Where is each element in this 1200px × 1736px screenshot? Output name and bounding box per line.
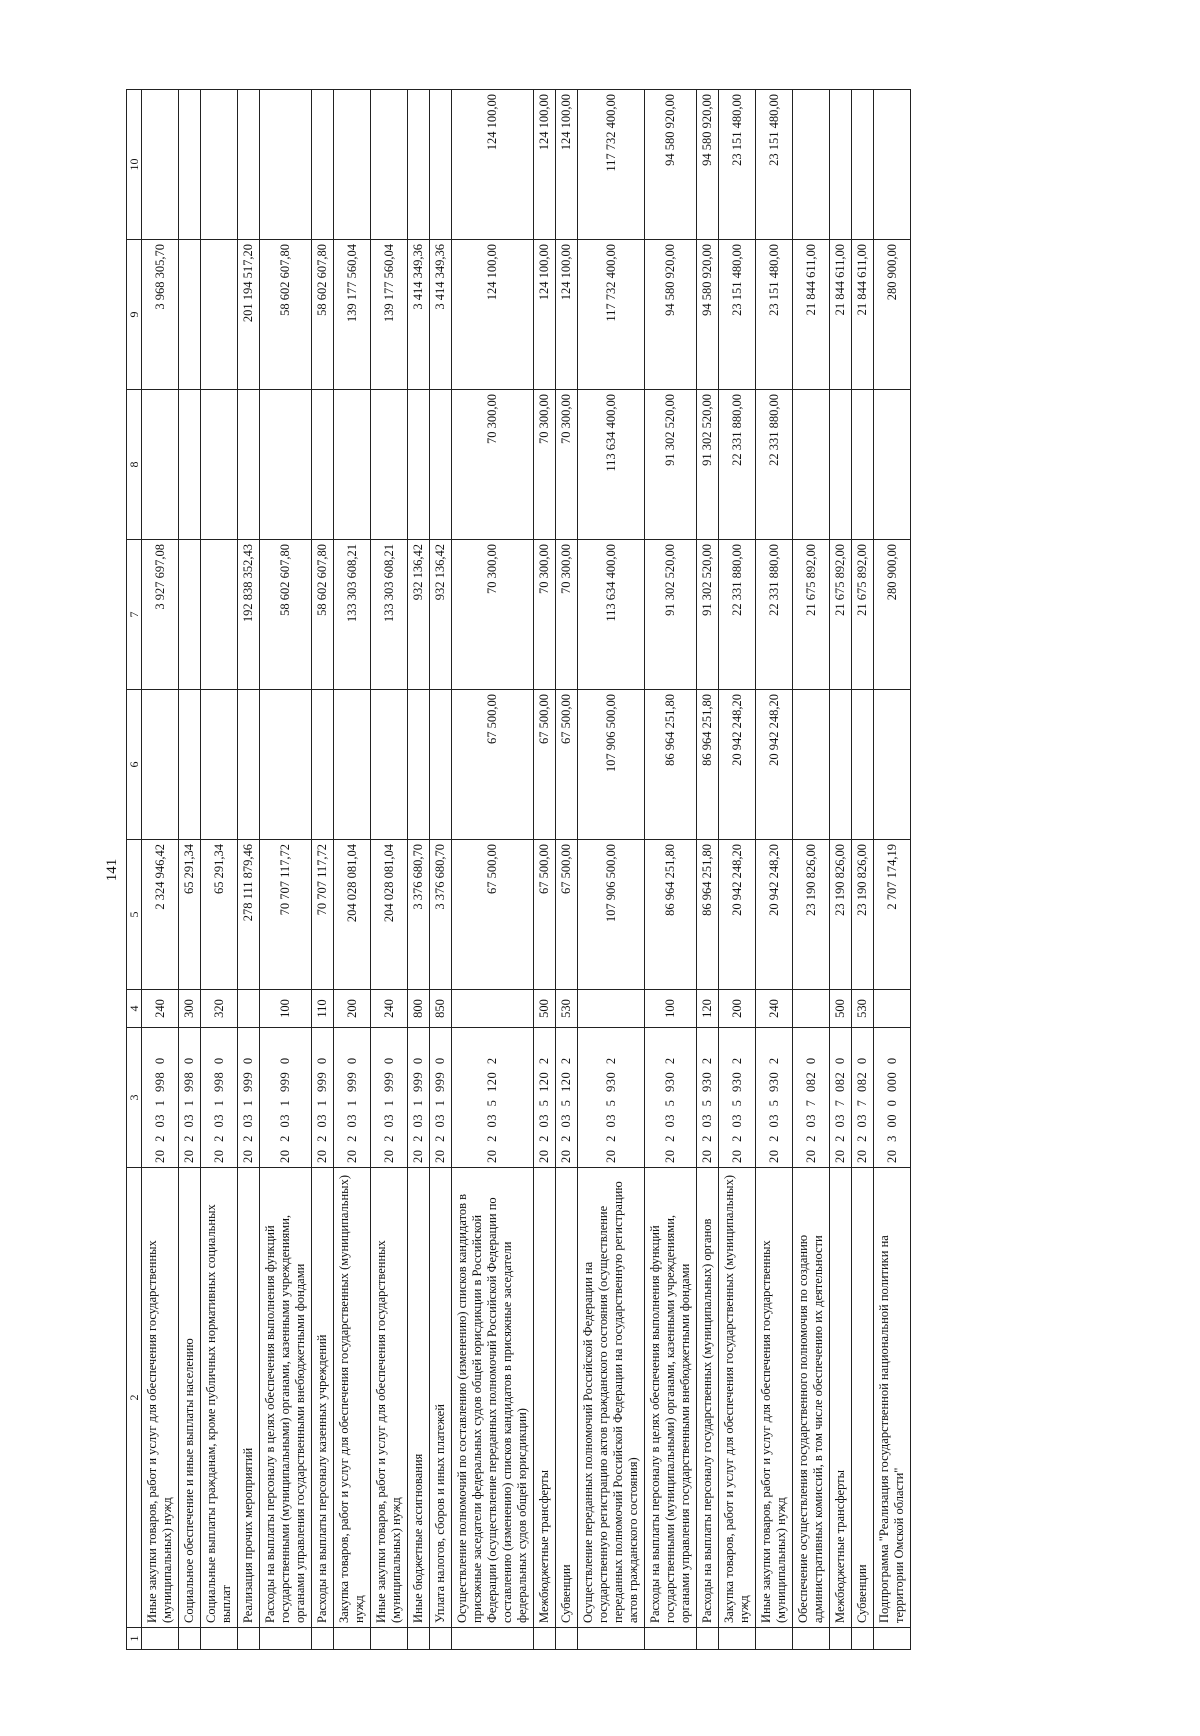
row-number <box>719 1628 756 1650</box>
row-code: 20 2 03 5 930 2 <box>756 1028 793 1168</box>
row-value-6 <box>238 690 260 840</box>
row-code: 20 2 03 5 930 2 <box>578 1028 645 1168</box>
table-row <box>312 90 334 1650</box>
row-value-5: 67 500,00 <box>534 840 556 990</box>
row-value-6 <box>201 690 238 840</box>
row-vr: 300 <box>179 990 201 1028</box>
row-value-7: 133 303 608,21 <box>371 540 408 690</box>
row-code: 20 2 03 5 120 2 <box>452 1028 534 1168</box>
row-value-5: 3 376 680,70 <box>408 840 430 990</box>
row-vr <box>578 990 645 1028</box>
row-value-8: 91 302 520,00 <box>697 390 719 540</box>
row-value-6: 86 964 251,80 <box>645 690 697 840</box>
row-code: 20 2 03 7 082 0 <box>852 1028 874 1168</box>
row-value-7: 70 300,00 <box>452 540 534 690</box>
row-value-5: 2 324 946,42 <box>142 840 179 990</box>
row-value-9: 58 602 607,80 <box>312 240 334 390</box>
column-header: 2 <box>127 1168 142 1628</box>
header-row <box>127 90 142 1650</box>
row-value-7: 70 300,00 <box>534 540 556 690</box>
row-value-7: 21 675 892,00 <box>852 540 874 690</box>
row-value-8: 70 300,00 <box>556 390 578 540</box>
row-number <box>852 1628 874 1650</box>
row-number <box>142 1628 179 1650</box>
row-value-5: 65 291,34 <box>179 840 201 990</box>
row-value-8 <box>874 390 911 540</box>
row-number <box>408 1628 430 1650</box>
row-code: 20 2 03 1 999 0 <box>238 1028 260 1168</box>
row-value-9: 21 844 611,00 <box>830 240 852 390</box>
row-value-7: 932 136,42 <box>408 540 430 690</box>
row-value-9: 139 177 560,04 <box>371 240 408 390</box>
row-value-7: 21 675 892,00 <box>793 540 830 690</box>
table-row <box>578 90 645 1650</box>
row-name: Осуществление переданных полномочий Российской Федерации на государственную регистрацию актов гражданского состояния (осуществление переданных полномочий Российской Федерации на государственную регистрацию актов гражданского состояния) <box>578 1168 645 1628</box>
row-value-10: 94 580 920,00 <box>645 90 697 240</box>
row-value-7 <box>201 540 238 690</box>
row-value-10 <box>830 90 852 240</box>
row-value-9: 3 968 305,70 <box>142 240 179 390</box>
row-value-8 <box>334 390 371 540</box>
row-value-6 <box>334 690 371 840</box>
row-number <box>556 1628 578 1650</box>
row-value-8 <box>179 390 201 540</box>
row-value-8 <box>830 390 852 540</box>
row-value-6: 20 942 248,20 <box>756 690 793 840</box>
row-code: 20 2 03 1 999 0 <box>430 1028 452 1168</box>
table-row <box>793 90 830 1650</box>
row-value-7: 113 634 400,00 <box>578 540 645 690</box>
row-value-10 <box>852 90 874 240</box>
row-number <box>578 1628 645 1650</box>
row-value-6 <box>312 690 334 840</box>
table-body <box>142 90 911 1650</box>
row-vr <box>874 990 911 1028</box>
row-value-5: 107 906 500,00 <box>578 840 645 990</box>
row-value-6: 20 942 248,20 <box>719 690 756 840</box>
row-name: Расходы на выплаты персоналу государственных (муниципальных) органов <box>697 1168 719 1628</box>
row-value-9: 124 100,00 <box>534 240 556 390</box>
row-name: Субвенции <box>556 1168 578 1628</box>
row-value-9 <box>201 240 238 390</box>
row-vr: 530 <box>852 990 874 1028</box>
row-value-8: 113 634 400,00 <box>578 390 645 540</box>
table-row <box>430 90 452 1650</box>
column-header: 9 <box>127 240 142 390</box>
row-name: Закупка товаров, работ и услуг для обеспечения государственных (муниципальных) нужд <box>334 1168 371 1628</box>
row-name: Реализация прочих мероприятий <box>238 1168 260 1628</box>
row-name: Иные закупки товаров, работ и услуг для обеспечения государственных (муниципальных) нужд <box>142 1168 179 1628</box>
table-row <box>260 90 312 1650</box>
row-name: Социальное обеспечение и иные выплаты населению <box>179 1168 201 1628</box>
row-name: Расходы на выплаты персоналу казенных учреждений <box>312 1168 334 1628</box>
row-code: 20 2 03 1 998 0 <box>179 1028 201 1168</box>
row-value-8 <box>371 390 408 540</box>
column-header: 7 <box>127 540 142 690</box>
row-number <box>260 1628 312 1650</box>
row-name: Социальные выплаты гражданам, кроме публичных нормативных социальных выплат <box>201 1168 238 1628</box>
row-value-8: 70 300,00 <box>452 390 534 540</box>
row-code: 20 2 03 5 120 2 <box>556 1028 578 1168</box>
row-value-10 <box>334 90 371 240</box>
table-row <box>756 90 793 1650</box>
row-value-5: 3 376 680,70 <box>430 840 452 990</box>
row-value-9: 94 580 920,00 <box>645 240 697 390</box>
row-number <box>756 1628 793 1650</box>
row-vr: 500 <box>830 990 852 1028</box>
row-vr: 800 <box>408 990 430 1028</box>
row-value-10: 124 100,00 <box>556 90 578 240</box>
row-code: 20 3 00 0 000 0 <box>874 1028 911 1168</box>
row-vr: 500 <box>534 990 556 1028</box>
row-value-10 <box>142 90 179 240</box>
row-value-9: 117 732 400,00 <box>578 240 645 390</box>
row-value-10 <box>408 90 430 240</box>
table-row <box>697 90 719 1650</box>
row-value-9: 201 194 517,20 <box>238 240 260 390</box>
column-header: 8 <box>127 390 142 540</box>
row-value-6 <box>830 690 852 840</box>
row-code: 20 2 03 1 999 0 <box>408 1028 430 1168</box>
row-value-10 <box>430 90 452 240</box>
row-value-9: 280 900,00 <box>874 240 911 390</box>
row-vr: 850 <box>430 990 452 1028</box>
row-value-6: 107 906 500,00 <box>578 690 645 840</box>
row-vr: 200 <box>719 990 756 1028</box>
row-value-5: 67 500,00 <box>556 840 578 990</box>
row-value-8 <box>238 390 260 540</box>
row-value-5: 86 964 251,80 <box>697 840 719 990</box>
row-code: 20 2 03 1 999 0 <box>334 1028 371 1168</box>
row-number <box>238 1628 260 1650</box>
row-value-6: 67 500,00 <box>556 690 578 840</box>
table-row <box>645 90 697 1650</box>
row-name: Иные закупки товаров, работ и услуг для обеспечения государственных (муниципальных) нужд <box>371 1168 408 1628</box>
column-header: 4 <box>127 990 142 1028</box>
row-vr: 100 <box>260 990 312 1028</box>
row-name: Расходы на выплаты персоналу в целях обеспечения выполнения функций государственными (муниципальными) органами, казенными учреждениями, органами управления государственными внебюджетными фондами <box>645 1168 697 1628</box>
row-value-9: 3 414 349,36 <box>430 240 452 390</box>
row-value-10 <box>238 90 260 240</box>
table-row <box>852 90 874 1650</box>
row-name: Межбюджетные трансферты <box>534 1168 556 1628</box>
row-name: Расходы на выплаты персоналу в целях обеспечения выполнения функций государственными (муниципальными) органами, казенными учреждениями, органами управления государственными внебюджетными фондами <box>260 1168 312 1628</box>
row-value-10: 124 100,00 <box>534 90 556 240</box>
row-value-10 <box>874 90 911 240</box>
column-header: 3 <box>127 1028 142 1168</box>
row-value-10 <box>201 90 238 240</box>
row-value-7 <box>179 540 201 690</box>
row-value-9: 23 151 480,00 <box>719 240 756 390</box>
row-vr: 240 <box>142 990 179 1028</box>
row-value-5: 20 942 248,20 <box>719 840 756 990</box>
page-number: 141 <box>104 858 120 882</box>
row-value-8: 91 302 520,00 <box>645 390 697 540</box>
row-vr: 110 <box>312 990 334 1028</box>
row-value-6 <box>260 690 312 840</box>
row-value-7: 58 602 607,80 <box>312 540 334 690</box>
row-value-6 <box>874 690 911 840</box>
row-value-7: 91 302 520,00 <box>645 540 697 690</box>
row-code: 20 2 03 5 120 2 <box>534 1028 556 1168</box>
row-value-7: 58 602 607,80 <box>260 540 312 690</box>
row-value-7: 932 136,42 <box>430 540 452 690</box>
row-value-9: 139 177 560,04 <box>334 240 371 390</box>
column-header: 5 <box>127 840 142 990</box>
row-value-9: 58 602 607,80 <box>260 240 312 390</box>
table-row <box>534 90 556 1650</box>
row-name: Закупка товаров, работ и услуг для обеспечения государственных (муниципальных) нужд <box>719 1168 756 1628</box>
row-value-8 <box>312 390 334 540</box>
row-value-6: 67 500,00 <box>534 690 556 840</box>
row-code: 20 2 03 5 930 2 <box>719 1028 756 1168</box>
row-code: 20 2 03 7 082 0 <box>793 1028 830 1168</box>
row-value-8 <box>408 390 430 540</box>
row-value-5: 70 707 117,72 <box>312 840 334 990</box>
row-number <box>830 1628 852 1650</box>
column-header: 6 <box>127 690 142 840</box>
row-code: 20 2 03 1 998 0 <box>201 1028 238 1168</box>
row-value-8: 70 300,00 <box>534 390 556 540</box>
rotated-page <box>100 90 1060 1650</box>
table-row <box>334 90 371 1650</box>
row-vr <box>452 990 534 1028</box>
row-value-5: 20 942 248,20 <box>756 840 793 990</box>
budget-table <box>126 89 911 1650</box>
row-vr: 240 <box>756 990 793 1028</box>
row-value-7: 91 302 520,00 <box>697 540 719 690</box>
row-number <box>697 1628 719 1650</box>
row-value-9: 21 844 611,00 <box>852 240 874 390</box>
row-value-7: 133 303 608,21 <box>334 540 371 690</box>
row-name: Осуществление полномочий по составлению (изменению) списков кандидатов в присяжные заседатели федеральных судов общей юрисдикции в Российской Федерации (осуществление переданных полномочий Российской Федерации по составлению (изменению) списков кандидатов в присяжные заседатели федеральных судов общей юрисдикции) <box>452 1168 534 1628</box>
row-number <box>371 1628 408 1650</box>
row-value-6 <box>793 690 830 840</box>
row-value-8 <box>142 390 179 540</box>
row-name: Межбюджетные трансферты <box>830 1168 852 1628</box>
row-value-5: 2 707 174,19 <box>874 840 911 990</box>
row-value-8 <box>852 390 874 540</box>
row-value-6 <box>179 690 201 840</box>
row-code: 20 2 03 1 999 0 <box>260 1028 312 1168</box>
row-value-7: 22 331 880,00 <box>719 540 756 690</box>
row-vr: 200 <box>334 990 371 1028</box>
row-vr: 240 <box>371 990 408 1028</box>
row-vr: 100 <box>645 990 697 1028</box>
row-value-9: 124 100,00 <box>556 240 578 390</box>
row-value-6 <box>852 690 874 840</box>
row-vr <box>238 990 260 1028</box>
table-row <box>238 90 260 1650</box>
row-name: Иные закупки товаров, работ и услуг для обеспечения государственных (муниципальных) нужд <box>756 1168 793 1628</box>
table-row <box>408 90 430 1650</box>
row-value-8 <box>430 390 452 540</box>
row-code: 20 2 03 5 930 2 <box>645 1028 697 1168</box>
row-value-10: 23 151 480,00 <box>719 90 756 240</box>
column-header: 10 <box>127 90 142 240</box>
row-value-5: 23 190 826,00 <box>793 840 830 990</box>
row-value-10 <box>260 90 312 240</box>
row-value-6 <box>142 690 179 840</box>
row-number <box>452 1628 534 1650</box>
row-value-7: 280 900,00 <box>874 540 911 690</box>
row-value-10: 23 151 480,00 <box>756 90 793 240</box>
row-value-8: 22 331 880,00 <box>756 390 793 540</box>
row-value-5: 65 291,34 <box>201 840 238 990</box>
row-number <box>334 1628 371 1650</box>
row-vr: 530 <box>556 990 578 1028</box>
row-value-8 <box>793 390 830 540</box>
row-vr: 120 <box>697 990 719 1028</box>
row-vr: 320 <box>201 990 238 1028</box>
row-code: 20 2 03 1 999 0 <box>312 1028 334 1168</box>
row-value-10 <box>371 90 408 240</box>
row-value-5: 23 190 826,00 <box>852 840 874 990</box>
row-value-7: 22 331 880,00 <box>756 540 793 690</box>
row-value-7: 21 675 892,00 <box>830 540 852 690</box>
row-name: Иные бюджетные ассигнования <box>408 1168 430 1628</box>
table-row <box>179 90 201 1650</box>
row-number <box>179 1628 201 1650</box>
row-name: Подпрограмма "Реализация государственной национальной политики на территории Омской области" <box>874 1168 911 1628</box>
row-value-6 <box>371 690 408 840</box>
row-number <box>793 1628 830 1650</box>
row-value-6 <box>430 690 452 840</box>
row-value-6: 67 500,00 <box>452 690 534 840</box>
row-code: 20 2 03 1 998 0 <box>142 1028 179 1168</box>
row-number <box>534 1628 556 1650</box>
table-row <box>719 90 756 1650</box>
row-value-5: 204 028 081,04 <box>334 840 371 990</box>
row-number <box>201 1628 238 1650</box>
table-row <box>830 90 852 1650</box>
row-value-10 <box>793 90 830 240</box>
row-code: 20 2 03 5 930 2 <box>697 1028 719 1168</box>
row-value-8 <box>201 390 238 540</box>
row-value-7: 3 927 697,08 <box>142 540 179 690</box>
row-value-7: 70 300,00 <box>556 540 578 690</box>
row-number <box>430 1628 452 1650</box>
table-row <box>371 90 408 1650</box>
row-name: Субвенции <box>852 1168 874 1628</box>
row-number <box>874 1628 911 1650</box>
row-value-6: 86 964 251,80 <box>697 690 719 840</box>
row-name: Обеспечение осуществления государственного полномочия по созданию административных комиссий, в том числе обеспечению их деятельности <box>793 1168 830 1628</box>
row-value-5: 278 111 879,46 <box>238 840 260 990</box>
row-value-6 <box>408 690 430 840</box>
row-code: 20 2 03 7 082 0 <box>830 1028 852 1168</box>
row-value-5: 204 028 081,04 <box>371 840 408 990</box>
table-row <box>452 90 534 1650</box>
column-header: 1 <box>127 1628 142 1650</box>
row-value-8: 22 331 880,00 <box>719 390 756 540</box>
table-row <box>556 90 578 1650</box>
row-number <box>645 1628 697 1650</box>
row-code: 20 2 03 1 999 0 <box>371 1028 408 1168</box>
row-value-9: 23 151 480,00 <box>756 240 793 390</box>
row-number <box>312 1628 334 1650</box>
row-vr <box>793 990 830 1028</box>
row-value-10: 94 580 920,00 <box>697 90 719 240</box>
row-value-10 <box>312 90 334 240</box>
row-name: Уплата налогов, сборов и иных платежей <box>430 1168 452 1628</box>
row-value-7: 192 838 352,43 <box>238 540 260 690</box>
row-value-9: 21 844 611,00 <box>793 240 830 390</box>
row-value-10 <box>179 90 201 240</box>
row-value-5: 86 964 251,80 <box>645 840 697 990</box>
table-row <box>201 90 238 1650</box>
row-value-5: 67 500,00 <box>452 840 534 990</box>
row-value-9 <box>179 240 201 390</box>
row-value-10: 124 100,00 <box>452 90 534 240</box>
row-value-5: 23 190 826,00 <box>830 840 852 990</box>
row-value-9: 94 580 920,00 <box>697 240 719 390</box>
table-row <box>142 90 179 1650</box>
row-value-9: 3 414 349,36 <box>408 240 430 390</box>
table-row <box>874 90 911 1650</box>
row-value-10: 117 732 400,00 <box>578 90 645 240</box>
row-value-9: 124 100,00 <box>452 240 534 390</box>
row-value-8 <box>260 390 312 540</box>
row-value-5: 70 707 117,72 <box>260 840 312 990</box>
